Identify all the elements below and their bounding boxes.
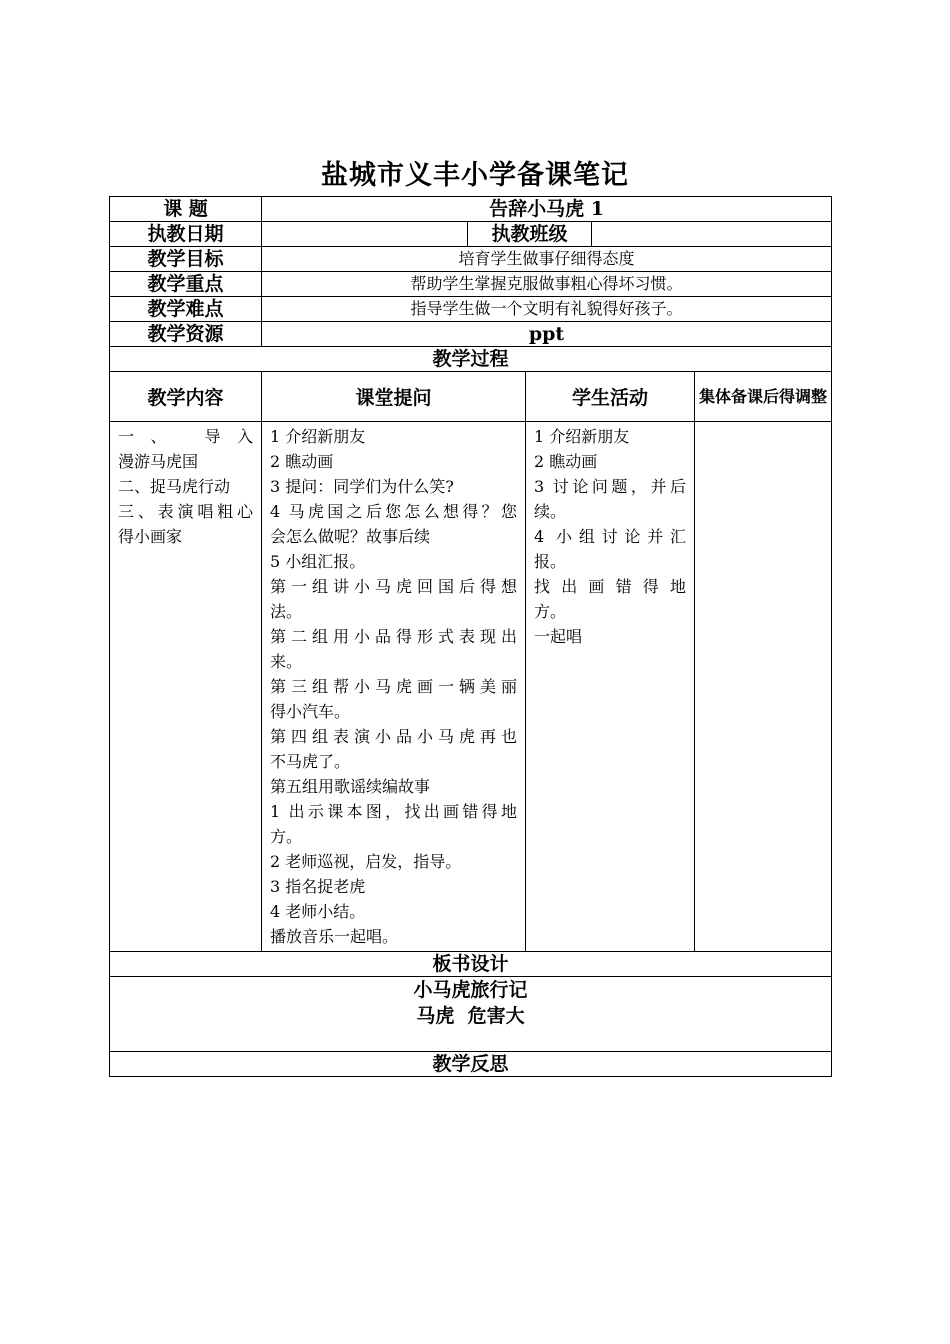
text-line: 4 小组讨论并汇 [534,527,686,546]
key-label: 教学重点 [110,272,262,297]
text-line: 2 瞧动画 [270,452,334,471]
text-line: 一起唱 [534,627,583,646]
text-line: 1 介绍新朋友 [270,427,366,446]
text-line: 播放音乐一起唱。 [270,927,399,946]
resource-label: 教学资源 [110,322,262,347]
text-line: 会怎么做呢？故事后续 [270,527,431,546]
text-line: 得小汽车。 [270,702,351,721]
date-value [262,222,468,246]
text-line: 3 指名捉老虎 [270,877,366,896]
row-topic [110,197,832,222]
text-line: 第二组用小品得形式表现出 [270,627,517,646]
text-line: 报。 [534,552,567,571]
text-line: 三、表演唱粗心 [118,502,253,521]
page-title: 盐城市义丰小学备课笔记 [321,160,629,191]
text-line: 4 马虎国之后您怎么想得？您 [270,502,517,521]
board-line-2: 马虎 危害大 [416,1005,525,1027]
text-line: 3 提问：同学们为什么笑? [270,477,454,496]
text-line: 法。 [270,602,303,621]
header-content: 教学内容 [110,372,262,422]
text-line: 2 老师巡视，启发，指导。 [270,852,462,871]
text-line: 来。 [270,652,303,671]
text-line: 找 出 画 错 得 地 [534,577,686,596]
difficulty-label: 教学难点 [110,297,262,322]
lesson-plan-table [109,196,832,1077]
topic-label: 课 题 [110,197,262,222]
text-line: 第四组表演小品小马虎再也 [270,727,517,746]
row-process-headers [110,372,832,422]
row-process-body [110,422,832,952]
difficulty-value: 指导学生做一个文明有礼貌得好孩子。 [262,297,832,322]
text-line: 得小画家 [118,527,183,546]
adjustment-cell [695,422,832,952]
process-title: 教学过程 [110,347,832,372]
text-line: 1 介绍新朋友 [534,427,630,446]
row-goal [110,247,832,272]
topic-value: 告辞小马虎 1 [262,197,832,222]
goal-label: 教学目标 [110,247,262,272]
row-difficulty [110,297,832,322]
text-line: 2 瞧动画 [534,452,598,471]
class-label: 执教班级 [468,222,592,246]
content-cell [110,422,262,952]
activities-cell [526,422,695,952]
goal-value: 培育学生做事仔细得态度 [262,247,832,272]
row-board-body [110,977,832,1052]
questions-cell [262,422,526,952]
text-line: 第一组讲小马虎回国后得想 [270,577,517,596]
header-questions: 课堂提问 [262,372,526,422]
board-body [110,977,832,1052]
key-value: 帮助学生掌握克服做事粗心得坏习惯。 [262,272,832,297]
header-adjustment: 集体备课后得调整 [695,372,832,422]
row-resource [110,322,832,347]
text-line: 第五组用歌谣续编故事 [270,777,431,796]
text-line: 4 老师小结。 [270,902,366,921]
text-line: 第三组帮小马虎画一辆美丽 [270,677,517,696]
text-line: 3 讨论问题，并后 [534,477,686,496]
text-line: 5 小组汇报。 [270,552,366,571]
date-label: 执教日期 [110,222,262,247]
text-line: 一、 导入 [118,427,253,446]
row-key [110,272,832,297]
board-title: 板书设计 [110,952,832,977]
row-date [110,222,832,247]
text-line: 漫游马虎国 [118,452,199,471]
date-class-cell [262,222,832,247]
text-line: 1 出示课本图，找出画错得地 [270,802,517,821]
row-board-title [110,952,832,977]
text-line: 不马虎了。 [270,752,351,771]
text-line: 方。 [534,602,567,621]
resource-value: ppt [262,322,832,347]
text-line: 方。 [270,827,303,846]
row-process-title [110,347,832,372]
row-reflection-title [110,1052,832,1077]
board-line-1: 小马虎旅行记 [413,979,528,1001]
reflection-title: 教学反思 [110,1052,832,1077]
header-activities: 学生活动 [526,372,695,422]
class-value [592,222,831,246]
text-line: 续。 [534,502,567,521]
text-line: 二、捉马虎行动 [118,477,231,496]
